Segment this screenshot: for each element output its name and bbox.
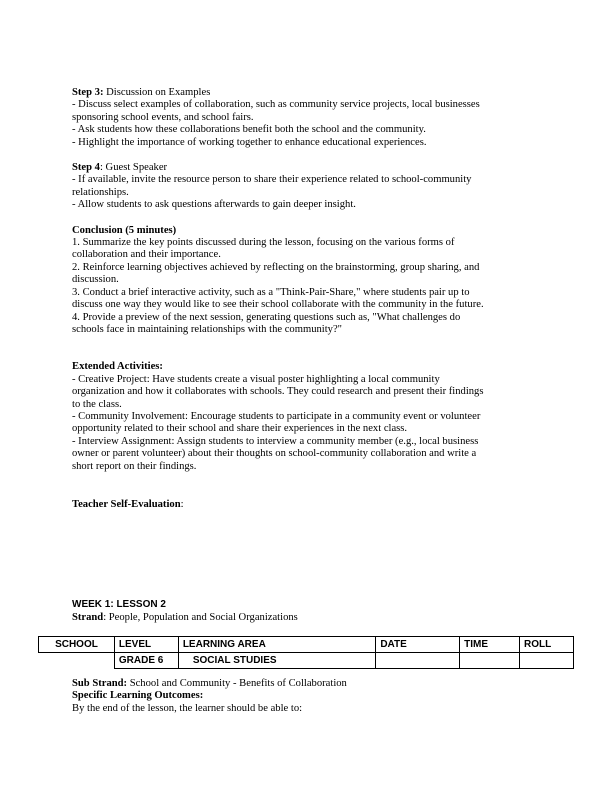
conclusion-line: 1. Summarize the key points discussed during the lesson, focusing on the various forms of: [72, 237, 455, 249]
step4-line: relationships.: [72, 186, 129, 198]
step3-title: Discussion on Examples: [103, 87, 211, 98]
conclusion-line: discuss one way they would like to see their school collaborate with the community in the future.: [72, 299, 484, 311]
conclusion-section: [72, 225, 542, 337]
extended-heading: Extended Activities:: [72, 361, 163, 373]
strand-label: Strand: [72, 612, 104, 623]
outcomes-intro: By the end of the lesson, the learner should be able to:: [72, 702, 303, 714]
step4-line: - If available, invite the resource person to share their experience related to school-community: [72, 174, 472, 186]
table-row: [39, 653, 574, 669]
strand-value: : People, Population and Social Organizations: [103, 612, 298, 623]
table-cell: GRADE 6: [114, 653, 178, 669]
step4-label: Step 4: [72, 162, 100, 174]
conclusion-line: schools face in maintaining relationships with the community?": [72, 323, 342, 335]
extended-line: to the class.: [72, 398, 122, 410]
table-cell: [376, 653, 460, 669]
conclusion-line: 3. Conduct a brief interactive activity, such as a "Think-Pair-Share," where students pair up to: [72, 286, 470, 298]
step3-line: - Highlight the importance of working together to enhance educational experiences.: [72, 136, 427, 148]
sub-strand-label: Sub Strand:: [72, 678, 128, 689]
week-lesson-title: WEEK 1: LESSON 2: [72, 599, 166, 610]
step3-line: - Discuss select examples of collaboration, such as community service projects, local businesses: [72, 99, 480, 111]
extended-line: owner or parent volunteer) about their thoughts on school-community collaboration and write a: [72, 448, 477, 460]
extended-line: opportunity related to their school and share their experiences in the next class.: [72, 423, 408, 435]
step3-line: - Ask students how these collaborations benefit both the school and the community.: [72, 124, 426, 136]
strand-line: [72, 612, 298, 624]
lesson-info-table: [38, 636, 574, 669]
conclusion-heading: Conclusion (5 minutes): [72, 224, 177, 236]
table-header-cell: ROLL: [520, 637, 574, 653]
lesson-content: [72, 87, 542, 511]
table-cell: [39, 653, 115, 669]
table-cell: [520, 653, 574, 669]
table-header-cell: LEVEL: [114, 637, 178, 653]
step3-line: sponsoring school events, and school fairs.: [72, 111, 254, 123]
extended-line: - Community Involvement: Encourage students to participate in a community event or volunteer: [72, 410, 481, 422]
self-evaluation-label: Teacher Self-Evaluation: [72, 498, 181, 510]
step4-section: [72, 162, 542, 212]
table-header-cell: SCHOOL: [39, 637, 115, 653]
sub-strand-section: [72, 678, 542, 715]
extended-line: - Creative Project: Have students create a visual poster highlighting a local community: [72, 373, 440, 385]
table-cell: [460, 653, 520, 669]
step4-line: - Allow students to ask questions afterwards to gain deeper insight.: [72, 199, 356, 211]
sub-strand-value: School and Community - Benefits of Collaboration: [127, 678, 347, 689]
outcomes-heading: Specific Learning Outcomes:: [72, 690, 204, 702]
conclusion-line: 2. Reinforce learning objectives achieved by reflecting on the brainstorming, group sharing, and: [72, 261, 480, 273]
extended-line: organization and how it collaborates with schools. They could research and present their findings: [72, 386, 484, 398]
conclusion-line: 4. Provide a preview of the next session, generating questions such as, "What challenges do: [72, 311, 461, 323]
step3-section: [72, 87, 542, 149]
table-header-cell: DATE: [376, 637, 460, 653]
table-cell: SOCIAL STUDIES: [178, 653, 376, 669]
extended-section: [72, 361, 542, 473]
table-header-cell: TIME: [460, 637, 520, 653]
table-header-row: [39, 637, 574, 653]
conclusion-line: collaboration and their importance.: [72, 249, 221, 261]
extended-line: - Interview Assignment: Assign students to interview a community member (e.g., local business: [72, 435, 479, 447]
step4-title: : Guest Speaker: [99, 162, 168, 174]
extended-line: short report on their findings.: [72, 460, 197, 472]
step3-label: Step 3:: [72, 87, 104, 98]
self-evaluation: Teacher Self-Evaluation:: [72, 498, 184, 510]
table-header-cell: LEARNING AREA: [178, 637, 376, 653]
conclusion-line: discussion.: [72, 274, 119, 286]
